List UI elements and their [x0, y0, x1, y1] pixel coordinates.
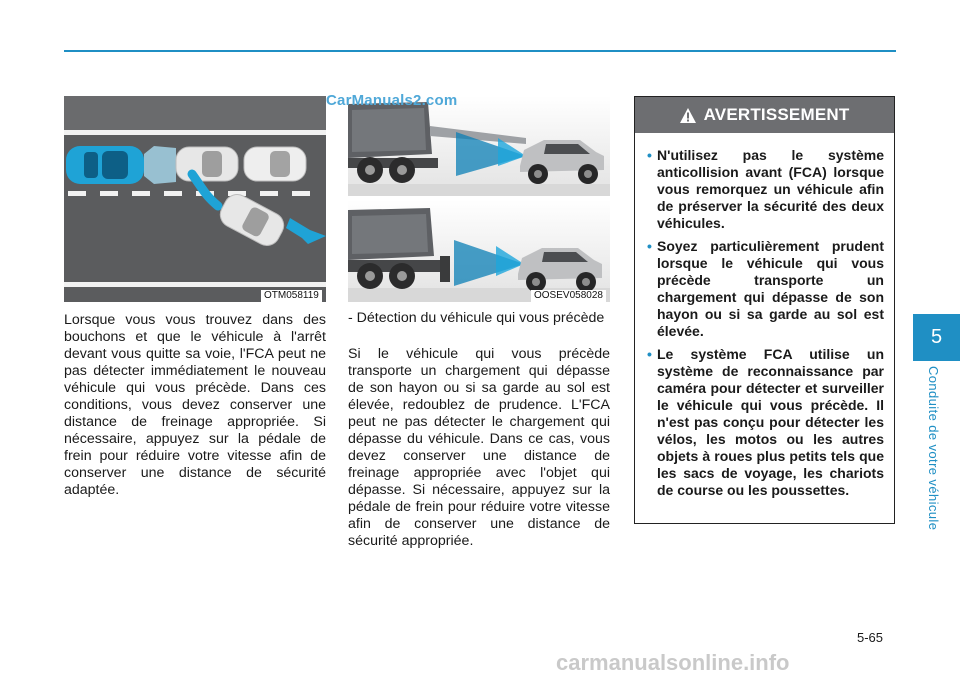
traffic-lane-change-illustration [64, 96, 326, 302]
own-vehicle [66, 146, 144, 184]
watermark-bottom: carmanualsonline.info [556, 650, 790, 675]
truck-overhang-illustration-top [348, 96, 610, 196]
warning-item: • N'utilisez pas le système anticollision avant (FCA) lorsque vous remorquez un véhicule afin de préserver la sécurité des deux véhicules. [647, 147, 884, 231]
warning-list [635, 133, 894, 499]
watermark-top: CarManuals2.com [326, 92, 458, 109]
warning-triangle-icon [680, 108, 696, 123]
warning-item: • Le système FCA utilise un système de reconnaissance par caméra pour détecter et surveiller le véhicule qui vous précède. Il n'est pas conçu pour détecter les vélos, les motos ou les autres objets à roues plus petits tels que les sacs de voyage, les chariots de course ou les poussettes. [647, 346, 884, 498]
figure-caption-right: OOSEV058028 [531, 290, 606, 302]
bullet-dot-icon: • [647, 238, 652, 254]
page-number: 5-65 [857, 630, 884, 645]
warning-title: AVERTISSEMENT [703, 105, 850, 124]
left-paragraph: Lorsque vous vous trouvez dans des bouchons et que le véhicule à l'arrêt devant vous quitte sa voie, l'FCA peut ne pas détecter immédiatement le nouveau véhicule qui vous précède. Dans ces conditions, vous devez conserver une distance de freinage appropriée. Si nécessaire, appuyez sur la pédale de frein pour réduire votre vitesse afin de conserver une distance de sécurité adaptée. [64, 312, 326, 498]
warning-box [634, 96, 895, 524]
bullet-dot-icon: • [647, 346, 652, 362]
middle-paragraph: Si le véhicule qui vous précède transporte un chargement qui dépasse de son hayon ou si sa garde au sol est élevée, redoublez de prudence. L'FCA peut ne pas détecter le chargement qui dépasse du véhicule. Dans ce cas, vous devez conserver une distance de freinage appropriée avec l'objet qui dépasse. Si nécessaire, appuyez sur la pédale de frein pour réduire votre vitesse afin de conserver une distance de sécurité appropriée. [348, 346, 610, 549]
header-rule [64, 50, 896, 52]
figure-caption-left: OTM058119 [261, 290, 322, 302]
bullet-dot-icon: • [647, 147, 652, 163]
chapter-tab: 5 [913, 314, 960, 361]
chapter-title: Conduite de votre véhicule [926, 366, 941, 531]
warning-item: • Soyez particulièrement prudent lorsque le véhicule qui vous précède transporte un chargement qui dépasse de son hayon ou si sa garde au sol est élevée. [647, 238, 884, 339]
warning-header [635, 97, 894, 133]
truck-high-clearance-illustration-bottom [348, 200, 610, 302]
dash-item-detection: - Détection du véhicule qui vous précède [348, 310, 605, 326]
